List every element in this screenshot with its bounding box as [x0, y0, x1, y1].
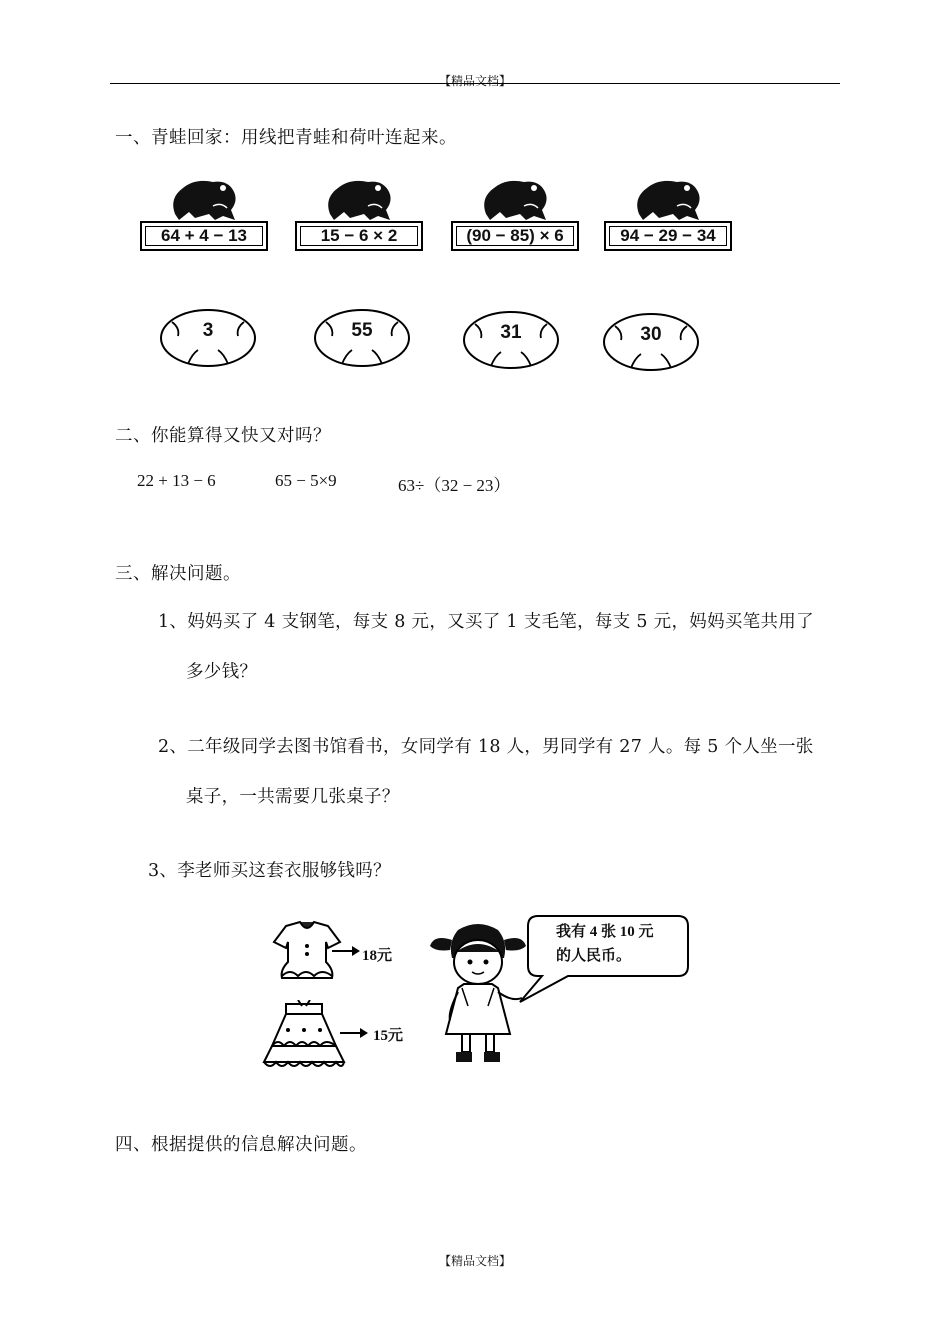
speech-text-line-2: 的人民币。: [556, 948, 632, 964]
skirt-icon: [258, 1000, 350, 1074]
frog-expression: 64 + 4 − 13: [140, 221, 268, 251]
question-3: 3、李老师买这套衣服够钱吗？: [148, 861, 391, 881]
lily-pad-3: [461, 308, 561, 372]
frog-card-2: [295, 176, 425, 264]
arrow-right-icon: [332, 944, 360, 958]
frog-expression: 15 − 6 × 2: [295, 221, 423, 251]
page-header: 【精品文档】: [438, 74, 511, 88]
question-1-line-1: 1、妈妈买了 4 支钢笔，每支 8 元，又买了 1 支毛笔，每支 5 元，妈妈买笔共用了: [158, 612, 814, 632]
frog-icon: [629, 176, 709, 224]
frog-card-4: [604, 176, 734, 264]
lily-pad-number: 3: [202, 320, 214, 341]
lily-pad-number: 31: [500, 322, 522, 343]
expression-3: 63÷（32 − 23）: [398, 476, 511, 495]
expression-2: 65 − 5×9: [275, 471, 337, 490]
frog-expression: 94 − 29 − 34: [604, 221, 732, 251]
lily-pad-4: [601, 310, 701, 374]
question-2-line-1: 2、二年级同学去图书馆看书，女同学有 18 人，男同学有 27 人。每 5 个人坐一张: [158, 737, 814, 757]
header-rule: [110, 83, 840, 84]
frog-card-1: [140, 176, 270, 264]
frog-expression: (90 − 85) × 6: [451, 221, 579, 251]
question-2-line-2: 桌子，一共需要几张桌子？: [186, 787, 400, 807]
arrow-right-icon: [340, 1026, 368, 1040]
section-1-title: 一、青蛙回家：用线把青蛙和荷叶连起来。: [115, 128, 457, 148]
lily-pad-number: 55: [351, 320, 373, 341]
frog-icon: [165, 176, 245, 224]
lily-pad-1: [158, 306, 258, 370]
frog-icon: [476, 176, 556, 224]
page-footer: 【精品文档】: [438, 1254, 511, 1268]
expression-1: 22 + 13 − 6: [137, 471, 216, 490]
skirt-price: 15元: [373, 1028, 404, 1044]
lily-pad-2: [312, 306, 412, 370]
speech-text-line-1: 我有 4 张 10 元: [556, 924, 654, 940]
frog-icon: [320, 176, 400, 224]
section-3-title: 三、解决问题。: [115, 564, 241, 584]
section-4-title: 四、根据提供的信息解决问题。: [115, 1135, 367, 1155]
frog-card-3: [451, 176, 581, 264]
lily-pad-number: 30: [640, 324, 662, 345]
question-1-line-2: 多少钱？: [186, 662, 258, 682]
section-2-title: 二、你能算得又快又对吗？: [115, 426, 331, 446]
shirt-price: 18元: [362, 948, 393, 964]
